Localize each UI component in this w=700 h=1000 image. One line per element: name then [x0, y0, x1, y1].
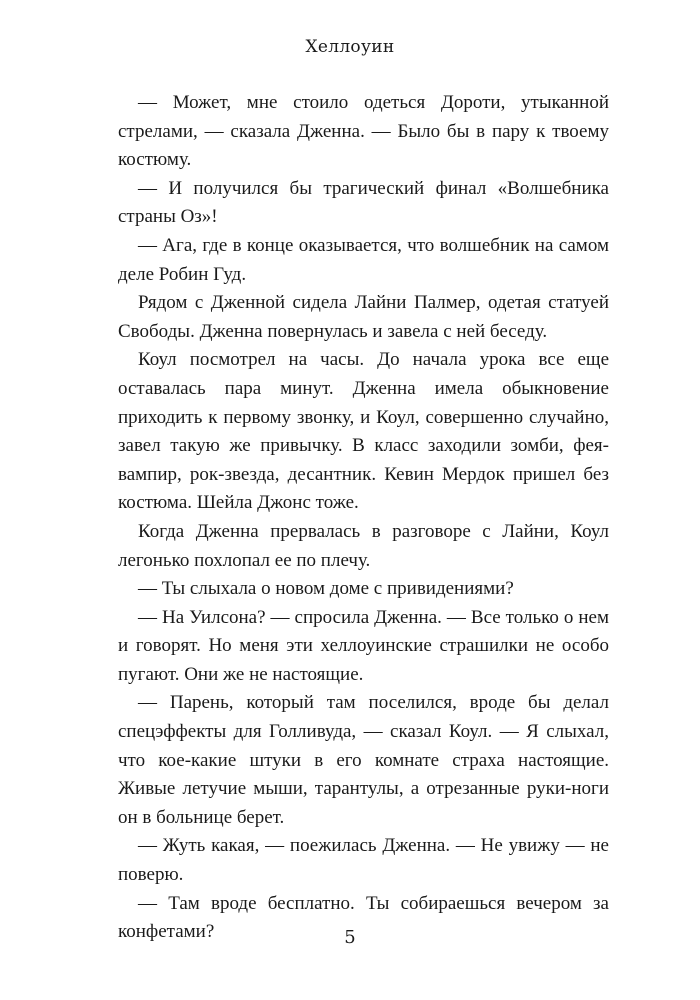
running-title: Хеллоуин: [305, 37, 395, 57]
paragraph: Коул посмотрел на часы. До начала урока все еще оставалась пара минут. Дженна имела обыкновение приходить к первому звонку, и Коул, совершенно случайно, завел такую же привычку. В класс заходили зомби, фея-вампир, рок-звезда, десантник. Кевин Мердок пришел без костюма. Шейла Джонс тоже.: [118, 349, 609, 514]
paragraph: Рядом с Дженной сидела Лайни Палмер, одетая статуей Свободы. Дженна повернулась и завела с ней беседу.: [118, 292, 609, 342]
paragraph: — Может, мне стоило одеться Дороти, утыканной стрелами, — сказала Дженна. — Было бы в пару к твоему костюму.: [118, 92, 609, 171]
page-number: 5: [344, 927, 356, 948]
paragraph: — Ты слыхала о новом доме с привидениями?: [138, 578, 514, 600]
paragraph: — И получился бы трагический финал «Волшебника страны Оз»!: [118, 177, 609, 228]
paragraph: — Ага, где в конце оказывается, что волшебник на самом деле Робин Гуд.: [118, 234, 609, 285]
paragraph: — На Уилсона? — спросила Дженна. — Все только о нем и говорят. Но меня эти хеллоуинские страшилки не особо пугают. Они же не настоящие.: [118, 606, 609, 685]
paragraph: — Жуть какая, — поежилась Дженна. — Не увижу — не поверю.: [118, 835, 609, 886]
paragraph: Когда Дженна прервалась в разговоре с Лайни, Коул легонько похлопал ее по плечу.: [118, 520, 609, 571]
paragraph: — Парень, который там поселился, вроде бы делал спецэффекты для Голливуда, — сказал Коул. — Я слыхал, что кое-какие штуки в его комнате страха настоящие. Живые летучие мыши, тарантулы, а отрезанные руки-ноги он в больнице берет.: [118, 692, 609, 828]
body-text: [118, 89, 609, 947]
paragraph: — Там вроде бесплатно. Ты собираешься вечером за конфетами?: [118, 892, 609, 943]
